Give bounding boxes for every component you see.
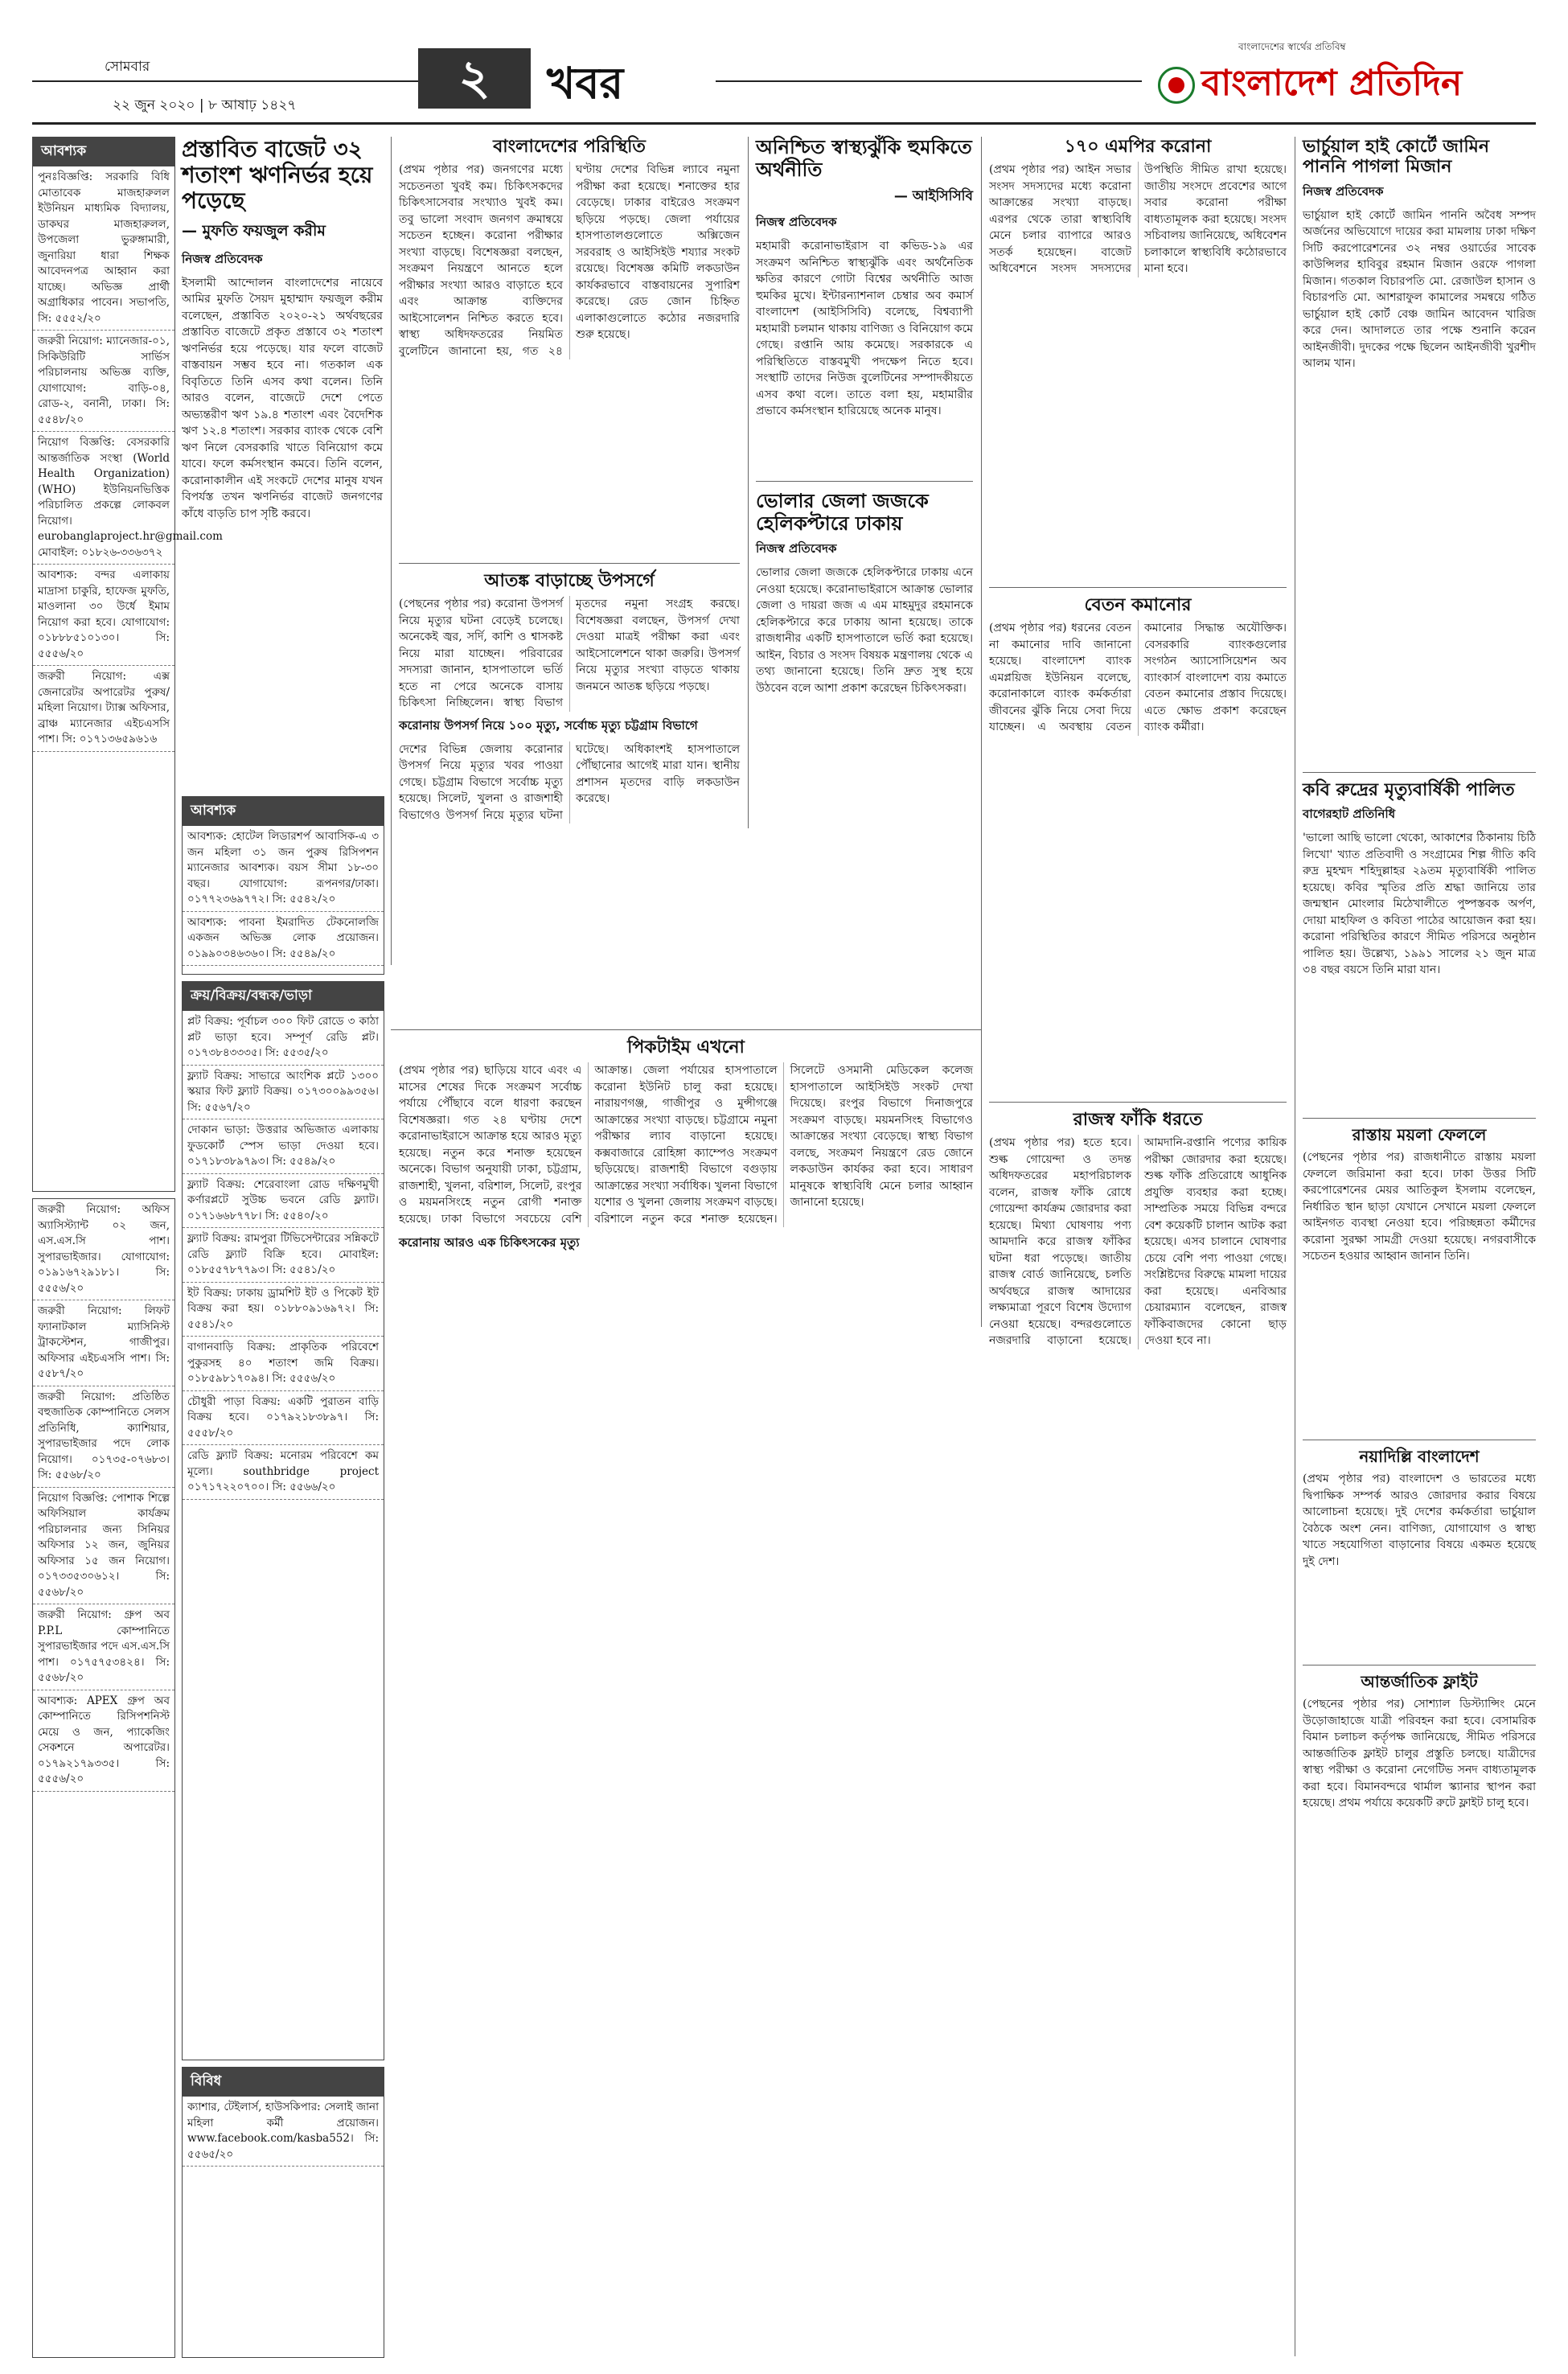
brand-logo: [1158, 56, 1536, 113]
masthead-date: ২২ জুন ২০২০ | ৮ আষাঢ় ১৪২৭: [113, 97, 297, 113]
column-divider: [748, 137, 749, 828]
classified-ad: জরুরী নিয়োগ: প্রতিষ্ঠিত বহুজাতিক কোম্পানিতে সেলস প্রতিনিধি, ক্যাশিয়ার, সুপারভাইজার পদে লোক নিয়োগ। ০১৭৩৫-০৭৬৮৩। সি: ৫৫৬৮/২০: [33, 1386, 174, 1488]
brand-name: বাংলাদেশ প্রতিদিন: [1201, 63, 1463, 104]
classifieds-block-3: [182, 981, 384, 2060]
classified-ad: আবশ্যক: হোটেল লিডারশর্প আবাসিক-এ ৩ জন মহিলা ৩১ জন পুরুষ রিসিপশন ম্যানেজার আবশ্যক। বয়স সীমা ১৮-৩০ বছর। যোগাযোগ: রূপনগর/ঢাকা। ০১৭৭২৩৬৯৭৭২। সি: ৫৫৪২/২০: [183, 826, 384, 912]
classifieds-heading: ক্রয়/বিক্রয়/বন্ধক/ভাড়া: [183, 982, 384, 1011]
article-salary: [989, 595, 1287, 1094]
classifieds-block-4: [182, 2067, 384, 2358]
article-economy: [756, 137, 973, 474]
section-title: খবর: [547, 58, 624, 109]
classified-ad: প্লট বিক্রয়: পূর্বাচল ৩০০ ফিট রোডে ৩ কাঠা প্লট ভাড়া হবে। সম্পূর্ণ রেডি প্লট। ০১৭৩৮৪৩৩৩৫। সি: ৫৫৩৫/২০: [183, 1011, 384, 1066]
article-body-2: দেশের বিভিন্ন জেলায় করোনার উপসর্গ নিয়ে মৃত্যুর খবর পাওয়া গেছে। চট্টগ্রাম বিভাগে সর্বোচ্চ মৃত্যু হয়েছে। সিলেট, খুলনা ও রাজশাহী বিভাগেও উপসর্গ নিয়ে মৃত্যুর ঘটনা ঘটেছে। অধিকাংশই হাসপাতালে পৌঁছানোর আগেই মারা যান। স্থানীয় প্রশাসন মৃতদের বাড়ি লকডাউন করেছে।: [399, 742, 740, 822]
article-byline: — আইসিসিবি: [893, 188, 973, 205]
classified-ad: নিয়োগ বিজ্ঞপ্তি: পোশাক শিল্পে অফিসিয়াল কার্যক্রম পরিচালনার জন্য সিনিয়র অফিসার ১২ জন, জুনিয়র অফিসার ১৫ জন নিয়োগ। ০১৭৩৩৫৩০৬১২। সি: ৫৫৬৮/২০: [33, 1488, 174, 1605]
row-divider: [391, 1029, 981, 1030]
classified-ad: আবশ্যক: পাবনা ইমরাদিত টেকনোলজি একজন অভিজ্ঞ লোক প্রয়োজন। ০১৯৯০৩৪৬৩৬০। সি: ৫৫৪৯/২০: [183, 912, 384, 967]
classified-ad: বাগানবাড়ি বিক্রয়: প্রাকৃতিক পরিবেশে পুকুরসহ ৪০ শতাংশ জমি বিক্রয়। ০১৮৫৯৮১৭০৯৪। সি: ৫৫৫৬/২০: [183, 1337, 384, 1391]
article-headline: কবি রুদ্রের মৃত্যুবার্ষিকী পালিত: [1303, 780, 1515, 800]
brand-tagline: বাংলাদেশের স্বার্থের প্রতিবিম্ব: [1238, 41, 1346, 52]
row-divider: [399, 563, 740, 564]
article-reporter: বাগেরহাট প্রতিনিধি: [1303, 807, 1396, 822]
classified-ad: আবশ্যক: বন্দর এলাকায় মাদ্রাসা চাকুরি, হাফেজ মুফতি, মাওলানা ৩০ উর্ধে ইমাম নিয়োগ করা হবে। যোগাযোগ: ০১৮৮৮৫১০১৩০। সি: ৫৫৫৬/২০: [33, 565, 174, 666]
article-reporter: নিজস্ব প্রতিবেদক: [756, 541, 837, 557]
article-body: (পেছনের পৃষ্ঠার পর) করোনা উপসর্গ নিয়ে মৃত্যুর ঘটনা বেড়েই চলেছে। অনেকেই জ্বর, সর্দি, কাশি ও শ্বাসকষ্ট নিয়ে মারা যাচ্ছেন। পরিবারের সদস্যরা জানান, হাসপাতালে ভর্তি হতে না পেরে অনেকে বাসায় চিকিৎসা নিচ্ছিলেন। স্বাস্থ্য বিভাগ মৃতদের নমুনা সংগ্রহ করছে। বিশেষজ্ঞরা বলছেন, উপসর্গ দেখা দেওয়া মাত্রই পরীক্ষা করা এবং আইসোলেশনে থাকা জরুরি। উপসর্গ নিয়ে মৃত্যুর সংখ্যা বাড়তে থাকায় জনমনে আতঙ্ক ছড়িয়ে পড়ছে।: [399, 598, 740, 710]
classifieds-block-1b: [32, 1198, 175, 2358]
article-body: (প্রথম পৃষ্ঠার পর) ছাড়িয়ে যাবে এবং এ মাসের শেষের দিকে সংক্রমণ সর্বোচ্চ পর্যায়ে পৌঁছাবে বলে ধারণা করছেন বিশেষজ্ঞরা। গত ২৪ ঘণ্টায় দেশে করোনাভাইরাসে আক্রান্ত হয়ে আরও মৃত্যু হয়েছে। নতুন করে শনাক্ত হয়েছেন অনেকে। বিভাগ অনুযায়ী ঢাকা, চট্টগ্রাম, রাজশাহী, খুলনা, বরিশাল, সিলেট, রংপুর ও ময়মনসিংহে নতুন রোগী শনাক্ত হয়েছে। ঢাকা বিভাগে সবচেয়ে বেশি আক্রান্ত। জেলা পর্যায়ের হাসপাতালে করোনা ইউনিট চালু করা হয়েছে। নারায়ণগঞ্জ, গাজীপুর ও মুন্সীগঞ্জে আক্রান্তের সংখ্যা বাড়ছে। চট্টগ্রামে নমুনা পরীক্ষার ল্যাব বাড়ানো হয়েছে। কক্সবাজারে রোহিঙ্গা ক্যাম্পেও সংক্রমণ ছড়িয়েছে। রাজশাহী বিভাগে বগুড়ায় আক্রান্তের সংখ্যা সর্বাধিক। খুলনা বিভাগে যশোর ও খুলনা জেলায় সংক্রমণ বাড়ছে। বরিশালে নতুন করে শনাক্ত হয়েছেন। সিলেটে ওসমানী মেডিকেল কলেজ হাসপাতালে আইসিইউ সংকট দেখা দিয়েছে। রংপুর বিভাগে দিনাজপুরে সংক্রমণ বাড়ছে। ময়মনসিংহ বিভাগেও আক্রান্তের সংখ্যা বেড়েছে। স্বাস্থ্য বিভাগ বলছে, সংক্রমণ নিয়ন্ত্রণে রেড জোনে লকডাউন কার্যকর করা হবে। সাধারণ মানুষকে স্বাস্থ্যবিধি মেনে চলার আহ্বান জানানো হয়েছে।: [399, 1064, 973, 1226]
classified-ad: আবশ্যক: APEX গ্রুপ অব কোম্পানিতে রিসিপশনিস্ট মেয়ে ও জন, প্যাকেজিং সেকশনে অপারেটর। ০১৭৯২১৭৯৩৩৫। সি: ৫৫৫৬/২০: [33, 1690, 174, 1792]
article-picktime: [399, 1037, 973, 2356]
masthead: [32, 32, 1536, 121]
classifieds-list: [183, 1011, 384, 1500]
article-body: (পেছনের পৃষ্ঠার পর) রাজধানীতে রাস্তায় ময়লা ফেললে জরিমানা করা হবে। ঢাকা উত্তর সিটি করপোরেশনের মেয়র আতিকুল ইসলাম বলেছেন, নির্ধারিত স্থান ছাড়া যেখানে সেখানে ময়লা ফেললে আইনগত ব্যবস্থা নেওয়া হবে। পরিচ্ছন্নতা কর্মীদের করোনা সুরক্ষা সামগ্রী দেওয়া হয়েছে। নগরবাসীকে সচেতন হওয়ার আহ্বান জানান তিনি।: [1303, 1151, 1536, 1263]
classified-ad: ক্যাশার, টেইলার্স, হাউসকিপার: সেলাই জানা মহিলা কর্মী প্রয়োজন। www.facebook.com/kasba552। সি: ৫৫৬৫/২০: [183, 2097, 384, 2167]
row-divider: [989, 587, 1287, 588]
article-body: (পেছনের পৃষ্ঠার পর) সোশ্যাল ডিস্ট্যান্সিং মেনে উড়োজাহাজে যাত্রী পরিবহন করা হবে। বেসামরিক বিমান চলাচল কর্তৃপক্ষ জানিয়েছে, সীমিত পরিসরে আন্তর্জাতিক ফ্লাইট চালুর প্রস্তুতি চলছে। যাত্রীদের স্বাস্থ্য পরীক্ষা ও করোনা নেগেটিভ সনদ বাধ্যতামূলক করা হবে। বিমানবন্দরে থার্মাল স্ক্যানার স্থাপন করা হয়েছে। প্রথম পর্যায়ে কয়েকটি রুটে ফ্লাইট চালু হবে।: [1303, 1698, 1536, 1809]
article-headline: প্রস্তাবিত বাজেট ৩২ শতাংশ ঋণনির্ভর হয়ে পড়েছে: [182, 136, 373, 215]
row-divider: [1303, 772, 1536, 773]
article-narayanganj: [1303, 1448, 1536, 1657]
article-headline: পিকটাইম এখনো: [627, 1037, 745, 1058]
article-body: (প্রথম পৃষ্ঠার পর) আইন সভার সংসদ সদস্যদের মধ্যে করোনা আক্রান্তের সংখ্যা বাড়ছে। এরপর থেকে তারা স্বাস্থ্যবিধি মেনে চলার ব্যাপারে আরও সতর্ক হয়েছেন। বাজেট অধিবেশনে সংসদ সদস্যদের উপস্থিতি সীমিত রাখা হয়েছে। জাতীয় সংসদে প্রবেশের আগে সবার করোনা পরীক্ষা বাধ্যতামূলক করা হয়েছে। সংসদ সচিবালয় জানিয়েছে, অধিবেশন চলাকালে স্বাস্থ্যবিধি কঠোরভাবে মানা হবে।: [989, 163, 1287, 276]
classified-ad: জরুরী নিয়োগ: ম্যানেজার-০১, সিকিউরিটি সার্ভিস পরিচালনায় অভিজ্ঞ ব্যক্তি, যোগাযোগ: বাড়ি-০৪, রোড-২, বনানী, ঢাকা। সি: ৫৫৪৮/২০: [33, 331, 174, 432]
classified-ad: জরুরী নিয়োগ: গ্রুপ অব P.P.L কোম্পানিতে সুপারভাইজার পদে এস.এস.সি পাশ। ০১৭৫৭৫৩৪২৪। সি: ৫৫৬৮/২০: [33, 1604, 174, 1690]
classifieds-list: [183, 826, 384, 966]
row-divider: [756, 481, 973, 482]
article-body: মহামারী করোনাভাইরাস বা কভিড-১৯ এর সংক্রমণ অনিশ্চিত স্বাস্থ্যঝুঁকি এবং অর্থনৈতিক ক্ষতির কারণে গোটা বিশ্বের অর্থনীতি আজ হুমকির মুখে। ইন্টারন্যাশনাল চেম্বার অব কমার্স বাংলাদেশ (আইসিসিবি) বলেছে, বিশ্বব্যাপী মহামারী চলমান থাকায় বাণিজ্য ও বিনিয়োগ কমে গেছে। রপ্তানি আয় কমেছে। সরকারকে এ পরিস্থিতিতে বাস্তবমুখী পদক্ষেপ নিতে হবে। সংস্থাটি তাদের নিউজ বুলেটিনের সম্পাদকীয়তে এসব কথা বলে। তাতে বলা হয়, মহামারীর প্রভাবে কর্মসংস্থান হারিয়েছে অনেক মানুষ।: [756, 240, 973, 418]
article-headline: ১৭০ এমপির করোনা: [1064, 137, 1212, 157]
classifieds-block-2: [182, 796, 384, 975]
article-helicopter: [756, 491, 973, 828]
article-headline: বাংলাদেশের পরিস্থিতি: [493, 137, 646, 157]
article-reporter: নিজস্ব প্রতিবেদক: [182, 251, 263, 266]
article-bd-situation: [399, 137, 740, 555]
classified-ad: ফ্ল্যাট বিক্রয়: রামপুরা টিভিসেন্টারের সন্নিকটে রেডি ফ্ল্যাট বিক্রি হবে। মোবাইল: ০১৮৫৫৭৮৭৭৯৩। সি: ৫৫৪১/২০: [183, 1228, 384, 1283]
article-high-court: [1303, 137, 1536, 764]
article-subhead: করোনায় উপসর্গ নিয়ে ১০০ মৃত্যু, সর্বোচ্চ মৃত্যু চট্টগ্রাম বিভাগে: [399, 717, 698, 733]
article-revenue: [989, 1110, 1287, 2356]
article-headline: অনিশ্চিত স্বাস্থ্যঝুঁকি হুমকিতে অর্থনীতি: [756, 136, 972, 181]
article-headline: নয়াদিল্লি বাংলাদেশ: [1359, 1447, 1480, 1466]
article-budget: [182, 137, 383, 788]
classified-ad: পুনঃবিজ্ঞপ্তি: সরকারি বিধি মোতাবেক মাজহারুলল ইউনিয়ন মাধ্যমিক বিদ্যালয়, ডাকঘর মাজহারুলল, উপজেলা ভুরুঙ্গামারী, জুনারিয়া ধারা শিক্ষক আবেদনপত্র আহ্বান করা যাচ্ছে। অভিজ্ঞ প্রার্থী অগ্রাধিকার পাবেন। সভাপতি, সি: ৫৫৫২/২০: [33, 166, 174, 331]
article-mp-corona: [989, 137, 1287, 579]
article-headline: আন্তর্জাতিক ফ্লাইট: [1361, 1672, 1478, 1691]
page-number: ২: [418, 48, 531, 109]
article-body: (প্রথম পৃষ্ঠার পর) ধরনের বেতন না কমানোর দাবি জানানো হয়েছে। বাংলাদেশ ব্যাংক এমপ্লয়িজ ইউনিয়ন বলেছে, করোনাকালে ব্যাংক কর্মকর্তারা জীবনের ঝুঁকি নিয়ে সেবা দিয়ে যাচ্ছেন। এ অবস্থায় বেতন কমানোর সিদ্ধান্ত অযৌক্তিক। বেসরকারি ব্যাংকগুলোর সংগঠন অ্যাসোসিয়েশন অব ব্যাংকার্স বাংলাদেশ ব্যয় কমাতে বেতন কমানোর প্রস্তাব দিয়েছে। এতে ক্ষোভ প্রকাশ করেছেন ব্যাংক কর্মীরা।: [989, 622, 1287, 734]
article-body: (প্রথম পৃষ্ঠার পর) বাংলাদেশ ও ভারতের মধ্যে দ্বিপাক্ষিক সম্পর্ক আরও জোরদার করার বিষয়ে আলোচনা হয়েছে। দুই দেশের কর্মকর্তারা ভার্চুয়াল বৈঠকে অংশ নেন। বাণিজ্য, যোগাযোগ ও স্বাস্থ্য খাতে সহযোগিতা বাড়ানোর বিষয়ে একমত হয়েছে দুই দেশ।: [1303, 1472, 1536, 1568]
classifieds-list: [33, 1199, 174, 1792]
article-body: (প্রথম পৃষ্ঠার পর) জনগণের মধ্যে সচেতনতা খুবই কম। চিকিৎসকদের চিকিৎসাসেবার সংখ্যাও খুবই কম। তবু ভালো সংবাদ জনগণ ক্রমান্বয়ে সচেতন হচ্ছেন। করোনা পরীক্ষার সংখ্যা বাড়ছে। বিশেষজ্ঞরা বলছেন, সংক্রমণ নিয়ন্ত্রণে আনতে হলে পরীক্ষার সংখ্যা আরও বাড়াতে হবে এবং আক্রান্ত ব্যক্তিদের আইসোলেশন নিশ্চিত করতে হবে। স্বাস্থ্য অধিদফতরের নিয়মিত বুলেটিনে জানানো হয়, গত ২৪ ঘণ্টায় দেশের বিভিন্ন ল্যাবে নমুনা পরীক্ষা করা হয়েছে। শনাক্তের হার বেড়েছে। ঢাকার বাইরেও সংক্রমণ ছড়িয়ে পড়ছে। জেলা পর্যায়ের হাসপাতালগুলোতে অক্সিজেন সরবরাহ ও আইসিইউ শয্যার সংকট রয়েছে। বিশেষজ্ঞ কমিটি লকডাউন কার্যকরভাবে বাস্তবায়নের সুপারিশ করেছে। রেড জোন চিহ্নিত এলাকাগুলোতে কঠোর নজরদারি শুরু হয়েছে।: [399, 163, 740, 358]
article-headline: রাজস্ব ফাঁকি ধরতে: [1073, 1110, 1203, 1130]
article-body: (প্রথম পৃষ্ঠার পর) হতে হবে। শুল্ক গোয়েন্দা ও তদন্ত অধিদফতরের মহাপরিচালক বলেন, রাজস্ব ফাঁকি রোধে গোয়েন্দা কার্যক্রম জোরদার করা হয়েছে। মিথ্যা ঘোষণায় পণ্য আমদানি করে রাজস্ব ফাঁকির ঘটনা ধরা পড়েছে। জাতীয় রাজস্ব বোর্ড জানিয়েছে, চলতি অর্থবছরে রাজস্ব আদায়ের লক্ষ্যমাত্রা পূরণে বিশেষ উদ্যোগ নেওয়া হয়েছে। বন্দরগুলোতে নজরদারি বাড়ানো হয়েছে। আমদানি-রপ্তানি পণ্যের কায়িক পরীক্ষা জোরদার করা হয়েছে। শুল্ক ফাঁকি প্রতিরোধে আধুনিক প্রযুক্তি ব্যবহার করা হচ্ছে। সাম্প্রতিক সময়ে বিভিন্ন বন্দরে বেশ কয়েকটি চালান আটক করা হয়েছে। এসব চালানে ঘোষণার চেয়ে বেশি পণ্য পাওয়া গেছে। সংশ্লিষ্টদের বিরুদ্ধে মামলা দায়ের করা হয়েছে। এনবিআর চেয়ারম্যান বলেছেন, রাজস্ব ফাঁকিবাজদের কোনো ছাড় দেওয়া হবে না।: [989, 1136, 1287, 1348]
classified-ad: রেডি ফ্ল্যাট বিক্রয়: মনোরম পরিবেশে কম মূল্যে। southbridge project ০১৭১৭২২০৭০০। সি: ৫৫৬৬/২০: [183, 1445, 384, 1500]
masthead-day: সোমবার: [105, 59, 150, 75]
row-divider: [1303, 1118, 1536, 1119]
article-subhead: করোনায় আরও এক চিকিৎসকের মৃত্যু: [399, 1235, 580, 1251]
classifieds-list: [183, 2097, 384, 2167]
classifieds-heading: আবশ্যক: [33, 138, 174, 166]
header-divider: [32, 122, 1536, 125]
brand-emblem-icon: [1158, 67, 1195, 104]
article-reporter: নিজস্ব প্রতিবেদক: [1303, 183, 1384, 199]
article-poet: [1303, 780, 1536, 1110]
masthead-rule-left: [32, 80, 418, 82]
column-divider: [981, 137, 982, 1327]
classified-ad: দোকান ভাড়া: উত্তরার অভিজাত এলাকায় ফুডকোর্ট স্পেস ভাড়া দেওয়া হবে। ০১৭১৮৩৮৯৭৯৩। সি: ৫৫৪৯/২০: [183, 1119, 384, 1174]
article-flight: [1303, 1673, 1536, 2356]
article-headline: রাস্তায় ময়লা ফেললে: [1352, 1125, 1487, 1144]
classifieds-heading: বিবিধ: [183, 2068, 384, 2097]
classified-ad: জরুরী নিয়োগ: অফিস অ্যাসিস্ট্যান্ট ০২ জন, এস.এস.সি পাশ। সুপারভাইজার। যোগাযোগ: ০১৯১৬৭২৯১৮১। সি: ৫৫৫৬/২০: [33, 1199, 174, 1300]
classified-ad: জরুরী নিয়োগ: লিফট ফ্যানাটকাল ম্যাসিনিস্ট ট্রাকস্টেশন, গাজীপুর। অফিসার এইচএসসি পাশ। সি: ৫৫৮৭/২০: [33, 1300, 174, 1386]
article-reporter: নিজস্ব প্রতিবেদক: [756, 215, 837, 230]
row-divider: [989, 1102, 1287, 1103]
classified-ad: ফ্ল্যাট বিক্রয়: শেরেবাংলা রোড দক্ষিণমুখী কর্ণারপ্লটে সুউচ্চ ভবনে রেডি ফ্ল্যাট। ০১৭১৬৬৮৭৭৮। সি: ৫৫৪০/২০: [183, 1174, 384, 1229]
article-panic: [399, 571, 740, 1021]
article-body: ভার্চুয়াল হাই কোর্টে জামিন পাননি অবৈধ সম্পদ অর্জনের অভিযোগে দায়ের করা মামলায় ঢাকা দক্ষিণ সিটি করপোরেশনের ৩২ নম্বর ওয়ার্ডের সাবেক কাউন্সিলর হাবিবুর রহমান মিজান ওরফে পাগলা মিজান। গতকাল বিচারপতি মো. রেজাউল হাসান ও বিচারপতি মো. আশরাফুল কামালের সমন্বয়ে গঠিত ভার্চুয়াল হাই কোর্ট বেঞ্চ জামিন আবেদন খারিজ করে দেন। আদালতে তার পক্ষে শুনানি করেন আইনজীবী। দুদকের পক্ষে ছিলেন আইনজীবী খুরশীদ আলম খান।: [1303, 208, 1536, 371]
article-body: ভোলার জেলা জজকে হেলিকপ্টারে ঢাকায় এনে নেওয়া হয়েছে। করোনাভাইরাসে আক্রান্ত ভোলার জেলা ও দায়রা জজ এ এম মাহমুদুর রহমানকে হেলিকপ্টারে করে ঢাকায় আনা হয়েছে। তাকে রাজধানীর একটি হাসপাতালে ভর্তি করা হয়েছে। আইন, বিচার ও সংসদ বিষয়ক মন্ত্রণালয় থেকে এ তথ্য জানানো হয়েছে। তিনি দ্রুত সুস্থ হয়ে উঠবেন বলে আশা প্রকাশ করেছেন চিকিৎসকরা।: [756, 566, 973, 695]
article-body: ইসলামী আন্দোলন বাংলাদেশের নায়েবে আমির মুফতি সৈয়দ মুহাম্মাদ ফয়জুল করীম বলেছেন, প্রস্তাবিত ২০২০-২১ অর্থবছরের প্রস্তাবিত বাজেটে প্রকৃত প্রস্তাবে ৩২ শতাংশ ঋণনির্ভর হয়ে পড়েছে। যার ফলে বাজেট বাস্তবায়ন সম্ভব হবে না। গতকাল এক বিবৃতিতে তিনি এসব কথা বলেন। তিনি আরও বলেন, বাজেটে দেশে পেতে অভ্যন্তরীণ ঋণ ১৯.৪ শতাংশ এবং বৈদেশিক ঋণ ১২.৪ শতাংশ। সরকার ব্যাংক থেকে বেশি ঋণ নিলে বেসরকারি খাতে বিনিয়োগ কমে যাবে। ফলে কর্মসংস্থান কমবে। তিনি বলেন, করোনাকালীন এই সংকটে দেশের মানুষ যখন বিপর্যস্ত তখন ঋণনির্ভর বাজেট জনগণের কাঁধে বাড়তি চাপ সৃষ্টি করবে।: [182, 276, 383, 520]
article-headline: ভোলার জেলা জজকে হেলিকপ্টারে ঢাকায়: [756, 490, 929, 535]
column-divider: [391, 137, 392, 965]
article-headline: বেতন কমানোর: [1084, 595, 1192, 615]
classified-ad: ফ্ল্যাট বিক্রয়: সাভারে আংশিক প্লটে ১৩০০ স্কয়ার ফিট ফ্ল্যাট বিক্রয়। ০১৭৩০০৯৯৩৫৬। সি: ৫৫৬৭/২০: [183, 1066, 384, 1120]
masthead-rule-right: [716, 80, 1142, 82]
classified-ad: চৌধুরী পাড়া বিক্রয়: একটি পুরাতন বাড়ি বিক্রয় হবে। ০১৭৯২১৮৩৮৯৭। সি: ৫৫৫৮/২০: [183, 1391, 384, 1446]
classified-ad: নিয়োগ বিজ্ঞপ্তি: বেসরকারি আন্তর্জাতিক সংস্থা (World Health Organization) (WHO) ইউনিয়নভিত্তিক পরিচালিত প্রকল্পে লোকবল নিয়োগ। eurobanglaproject.hr@gmail.com মোবাইল: ০১৮২৬-৩৩৬৩৭২: [33, 432, 174, 565]
article-body: 'ভালো আছি ভালো থেকো, আকাশের ঠিকানায় চিঠি লিখো' খ্যাত প্রতিবাদী ও সংগ্রামের শিল্প গীতি কবি রুদ্র মুহম্মদ শহিদুল্লাহর ২৯তম মৃত্যুবার্ষিকী পালিত হয়েছে। কবির স্মৃতির প্রতি শ্রদ্ধা জানিয়ে তার জন্মস্থান মোংলার মিঠেখালীতে পুষ্পস্তবক অর্পণ, দোয়া মাহফিল ও কবিতা পাঠের আয়োজন করা হয়। করোনা পরিস্থিতির কারণে সীমিত পরিসরে অনুষ্ঠান পালিত হয়। উল্লেখ্য, ১৯৯১ সালের ২১ জুন মাত্র ৩৪ বছর বয়সে তিনি মারা যান।: [1303, 832, 1536, 977]
classifieds-heading: আবশ্যক: [183, 797, 384, 826]
article-road: [1303, 1126, 1536, 1431]
article-headline: ভার্চুয়াল হাই কোর্টে জামিন পাননি পাগলা মিজান: [1303, 137, 1489, 178]
article-headline: আতঙ্ক বাড়াচ্ছে উপসর্গে: [484, 571, 655, 591]
classified-ad: ইট বিক্রয়: ঢাকায় ড্রামশিট ইট ও পিকেট ইট বিক্রয় করা হয়। ০১৮৮০৯১৬৯৭২। সি: ৫৫৪১/২০: [183, 1283, 384, 1337]
classified-ad: জরুরী নিয়োগ: এক্স জেনারেটর অপারেটর পুরুষ/মহিলা নিয়োগ। ট্যাক্স অফিসার, ব্রাঞ্চ ম্যানেজার এইচএসসি পাশ। সি: ০১৭১৩৬৫৯৬১৬: [33, 666, 174, 752]
article-byline: — মুফতি ফয়জুল করীম: [182, 221, 326, 240]
